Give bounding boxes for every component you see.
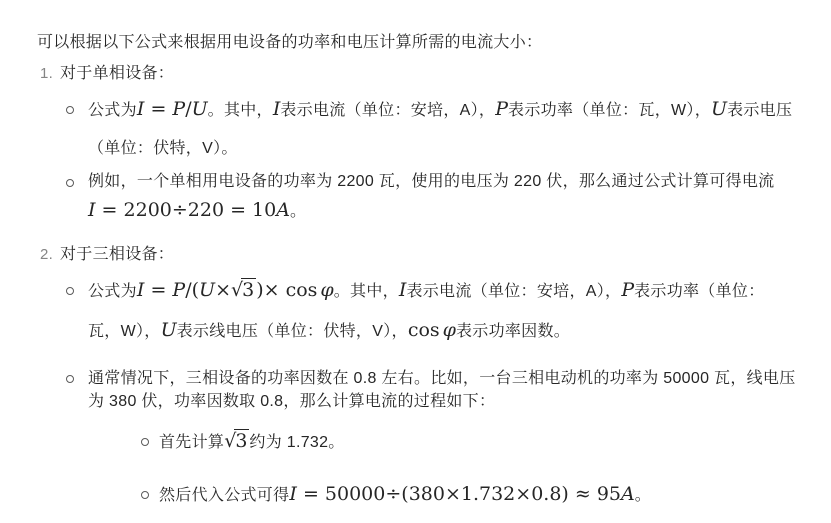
math-function: cos (407, 319, 440, 341)
item-number: 2. (40, 246, 54, 263)
text-run: 表示功率因数。 (455, 323, 571, 340)
circle-bullet-icon (66, 179, 74, 187)
item-header (40, 61, 797, 87)
sqrt-expression (231, 271, 256, 309)
text-run: 然后代入公式可得 (159, 487, 290, 504)
intro-paragraph: 可以根据以下公式来根据用电设备的功率和电压计算所需的电流大小： (37, 34, 543, 51)
circle-bullet-icon (66, 375, 74, 383)
sqrt-expression (224, 426, 249, 456)
math-run: = (144, 279, 173, 301)
math-variable: P (172, 279, 186, 301)
radical-sign: √ (230, 279, 244, 301)
bullet-item (40, 271, 797, 351)
radicand: 3 (242, 279, 255, 301)
math-variable: I (136, 98, 145, 120)
list-item (40, 61, 797, 226)
text-run: 表示电流（单位：安培，A）， (280, 102, 496, 119)
bullet-list (40, 90, 797, 226)
list-item (40, 242, 797, 511)
text-run: 。其中， (333, 283, 399, 300)
text-run: 例如，一个单相用电设备的功率为 2200 瓦，使用的电压为 220 伏，那么通过公式计算可得电流 (88, 173, 775, 190)
circle-bullet-icon (141, 438, 149, 446)
text-run: 表示线电压（单位：伏特，V）， (176, 323, 408, 340)
radicand: 3 (235, 430, 248, 452)
text-run: 首先计算 (159, 434, 225, 451)
math-variable: I (136, 279, 145, 301)
bullet-item (40, 168, 797, 226)
numbered-list (40, 61, 797, 511)
math-variable: φ (442, 319, 456, 341)
item-header (40, 242, 797, 268)
math-variable: I (88, 199, 96, 221)
text-run: 表示功率（单位：瓦，W）， (508, 102, 712, 119)
bullet-item (40, 367, 797, 511)
circle-bullet-icon (66, 287, 74, 295)
bullet-paragraph (88, 90, 797, 168)
item-number: 1. (40, 65, 54, 82)
item-label: 对于三相设备： (60, 246, 175, 263)
math-run: /( (185, 279, 200, 301)
math-run: = 2200÷220 = 10 (95, 199, 277, 221)
text-run: 。 (289, 203, 307, 220)
math-function: cos (285, 279, 318, 301)
text-run: 。 (634, 487, 652, 504)
bullet-paragraph (88, 367, 797, 413)
text-run: 公式为 (88, 102, 137, 119)
math-variable: U (711, 98, 728, 120)
math-variable: U (160, 319, 177, 341)
text-run: 约为 1.732。 (249, 434, 345, 451)
bullet-list (40, 271, 797, 511)
math-variable: I (398, 279, 407, 301)
math-run: / (185, 98, 192, 120)
bullet-paragraph (88, 271, 797, 351)
text-run: 表示电流（单位：安培，A）， (406, 283, 622, 300)
math-variable: P (495, 98, 509, 120)
math-run: = (144, 98, 173, 120)
sub-bullet-list (88, 426, 797, 511)
math-variable: φ (320, 279, 334, 301)
math-variable: I (272, 98, 281, 120)
math-variable: U (199, 279, 216, 301)
bullet-item (88, 479, 797, 511)
text-run: 公式为 (88, 283, 137, 300)
text-run: 。其中， (207, 102, 273, 119)
circle-bullet-icon (141, 491, 149, 499)
text-run: 通常情况下，三相设备的功率因数在 0.8 左右。比如，一台三相电动机的功率为 50000 瓦，线电压为 380 伏，功率因数取 0.8，那么计算电流的过程如下： (88, 370, 796, 410)
math-run: = 50000÷(380×1.732×0.8) ≈ 95 (296, 483, 621, 505)
math-variable: P (172, 98, 186, 120)
math-variable: I (289, 483, 297, 505)
circle-bullet-icon (66, 106, 74, 114)
item-label: 对于单相设备： (60, 65, 175, 82)
radical-sign: √ (224, 430, 237, 452)
bullet-item (40, 90, 797, 168)
math-variable: A (276, 199, 290, 221)
math-run: × (215, 279, 231, 301)
math-variable: P (621, 279, 635, 301)
math-variable: A (621, 483, 635, 505)
bullet-item (88, 426, 797, 458)
text-run: 表示功率（单位：瓦，W）， (88, 283, 765, 340)
bullet-paragraph (88, 168, 797, 226)
bullet-paragraph (159, 479, 797, 511)
text-run: 表示电压（单位：伏特，V）。 (88, 102, 793, 157)
math-run: )× (256, 279, 286, 301)
math-variable: U (191, 98, 208, 120)
bullet-paragraph (159, 426, 797, 458)
